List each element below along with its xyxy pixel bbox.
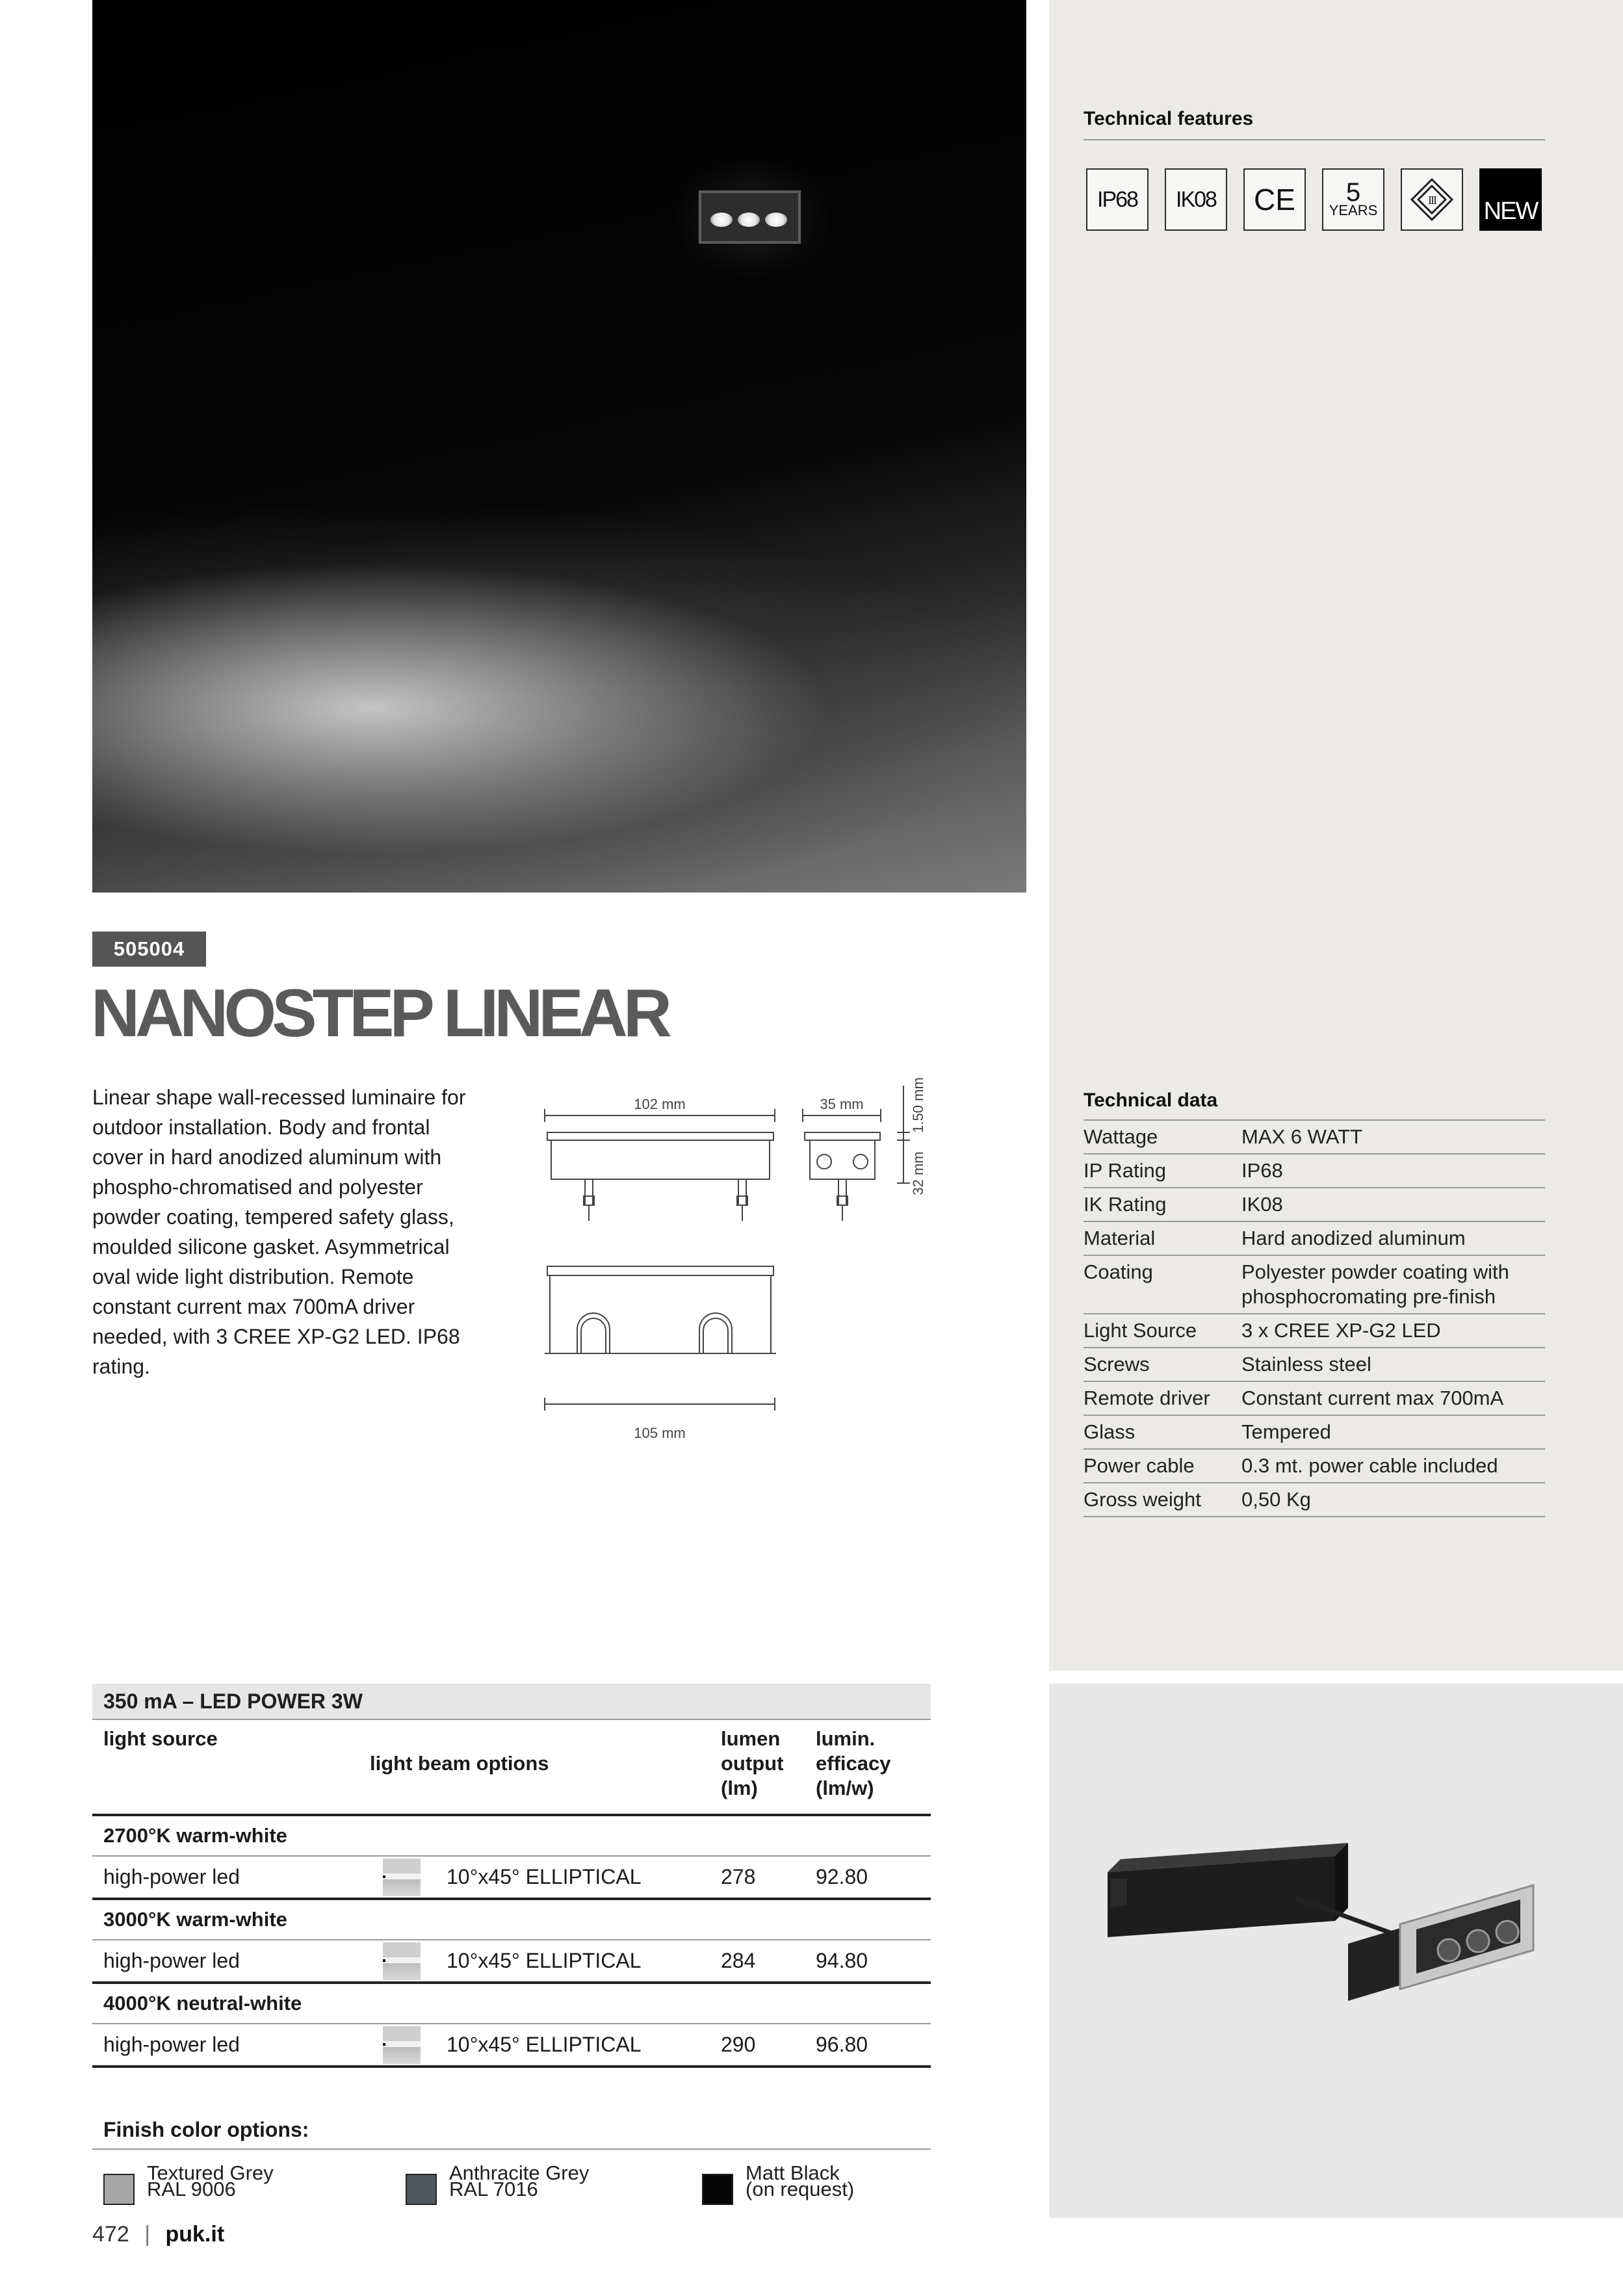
hero-photo (92, 0, 1026, 893)
table-row: Remote driver Constant current max 700mA (1084, 1382, 1545, 1416)
technical-features-title: Technical features (1084, 108, 1254, 129)
product-render-panel (1049, 1684, 1623, 2218)
color-temp-group: 2700°K warm-white (92, 1816, 931, 1857)
dim-depth-label: 35 mm (820, 1096, 864, 1112)
product-render-image (1049, 1684, 1623, 2218)
led-power-table (92, 1684, 931, 2068)
table-row: high-power led 10°x45° ELLIPTICAL 290 96.80 (92, 2024, 931, 2068)
color-temp-group: 3000°K warm-white (92, 1900, 931, 1940)
page-footer (92, 2222, 224, 2247)
ip68-badge-icon: IP68 (1086, 168, 1149, 231)
beam-shape-icon (383, 1859, 421, 1896)
product-description: Linear shape wall-recessed luminaire for outdoor installation. Body and frontal cover in hard anodized aluminum with phospho-chromatised and polyester powder coating, tempered safety glass, moulded silicone gasket. Asymmetrical oval wide light distribution. Remote constant current max 700mA driver needed, with 3 CREE XP-G2 LED. IP68 rating. (92, 1086, 466, 1378)
technical-data-title: Technical data (1084, 1089, 1218, 1111)
dim-bottom-label: 105 mm (634, 1425, 686, 1441)
table-row: Power cable 0.3 mt. power cable included (1084, 1450, 1545, 1483)
technical-drawing (533, 1066, 942, 1456)
table-row: Coating Polyester powder coating with phosphocromating pre-finish (1084, 1256, 1545, 1314)
class-iii-diamond-icon (1409, 177, 1455, 222)
finish-swatch-textured-grey (103, 2174, 135, 2205)
website-link[interactable]: puk.it (165, 2222, 225, 2247)
beam-shape-icon (383, 2026, 421, 2064)
table-row: Wattage MAX 6 WATT (1084, 1121, 1545, 1155)
table-row: Light Source 3 x CREE XP-G2 LED (1084, 1314, 1545, 1348)
dim-height-label: 32 mm (910, 1151, 926, 1195)
table-row: Gross weight 0,50 Kg (1084, 1483, 1545, 1517)
finish-swatch-matt-black (702, 2174, 733, 2205)
dim-frame-label: 1.50 mm (910, 1077, 926, 1133)
finish-label-anthracite-grey: Anthracite Grey RAL 7016 (449, 2161, 590, 2200)
beam-shape-icon (383, 1942, 421, 1980)
divider (1084, 139, 1545, 140)
ik08-badge-icon: IK08 (1165, 168, 1227, 231)
finish-label-matt-black: Matt Black (on request) (746, 2161, 855, 2200)
finish-label-textured-grey: Textured Grey RAL 9006 (147, 2161, 274, 2200)
new-badge: NEW (1479, 168, 1542, 231)
svg-text:III: III (1428, 194, 1436, 207)
table-row: high-power led 10°x45° ELLIPTICAL 284 94.80 (92, 1940, 931, 1984)
finish-title: Finish color options: (92, 2118, 931, 2150)
led-3 (765, 213, 787, 227)
table-row: Material Hard anodized aluminum (1084, 1222, 1545, 1256)
finish-swatch-anthracite-grey (406, 2174, 437, 2205)
color-temp-group: 4000°K neutral-white (92, 1984, 931, 2024)
class-iii-icon (1401, 168, 1463, 231)
page-number: 472 (92, 2222, 129, 2247)
product-title: NANOSTEP LINEAR (91, 976, 668, 1051)
table-row: IK Rating IK08 (1084, 1188, 1545, 1222)
table-row: Screws Stainless steel (1084, 1348, 1545, 1382)
led-2 (738, 213, 760, 227)
dim-width-label: 102 mm (634, 1096, 686, 1112)
footer-separator: | (144, 2222, 151, 2247)
ce-mark-icon: CE (1243, 168, 1306, 231)
luminaire-in-wall (699, 190, 801, 244)
table-row: IP Rating IP68 (1084, 1155, 1545, 1188)
warranty-5-years-icon: 5 YEARS (1322, 168, 1384, 231)
finish-options (92, 2118, 931, 2150)
led-1 (710, 213, 733, 227)
table-row: high-power led 10°x45° ELLIPTICAL 278 92.80 (92, 1857, 931, 1900)
table-row: Glass Tempered (1084, 1416, 1545, 1450)
led-power-band: 350 mA – LED POWER 3W (92, 1684, 931, 1719)
product-code: 505004 (92, 932, 206, 967)
technical-data-table (1084, 1119, 1545, 1517)
table-header: light source light beam options lumen output (lm) lumin. efficacy (lm/w) (92, 1719, 931, 1816)
